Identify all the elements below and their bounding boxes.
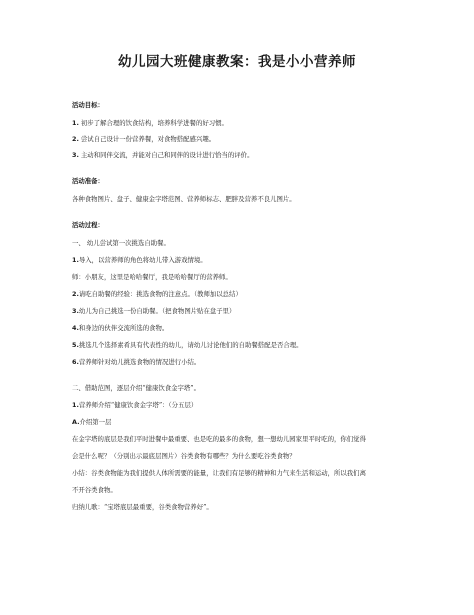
summary-line: 小结：谷类食物能为我们提供人体所需要的能量，让我们有足够的精神和力气来生活和运动，所以我们离 xyxy=(72,469,366,477)
process-step xyxy=(72,340,412,350)
page-title: 幼儿园大班健康教案：我是小小营养师 xyxy=(118,54,356,70)
summary-line: 不开谷类食物。 xyxy=(72,486,117,494)
sub-text: 营养师介绍“健康饮食金字塔”：（分五层） xyxy=(78,401,198,409)
step-number: 2. xyxy=(72,290,79,298)
part2-subA xyxy=(72,417,412,427)
sub-letter: A. xyxy=(72,418,80,426)
step-number: 3. xyxy=(72,307,79,315)
part2-sub1 xyxy=(72,400,412,410)
prep-text: 各种食物图片、盘子、健康金字塔范图、营养师标志、肥胖及营养不良儿图片。 xyxy=(72,195,296,203)
process-step xyxy=(72,255,412,265)
step-text: 导入，以营养师的角色将幼儿带入游戏情境。 xyxy=(78,256,207,264)
goal-item xyxy=(72,150,412,160)
step-text: 师：小朋友，这里是哈哈餐厅，我是哈哈餐厅的营养师。 xyxy=(72,273,232,281)
process-step xyxy=(72,323,412,333)
sub-number: 1. xyxy=(72,401,79,409)
goal-number: 1. xyxy=(72,119,79,127)
process-step xyxy=(72,289,412,299)
step-text: 和身边的伙伴交流所选的食物。 xyxy=(78,324,169,332)
goals-heading: 活动目标： xyxy=(72,101,104,109)
goal-item xyxy=(72,118,412,128)
goal-text: 尝试自己设计一份营养餐，对食物搭配感兴趣。 xyxy=(80,135,216,143)
goal-item xyxy=(72,134,412,144)
goal-number: 3. xyxy=(72,151,79,159)
process-step xyxy=(72,357,412,367)
step-number: 1. xyxy=(72,256,79,264)
part1-title: 一、 幼儿尝试第一次挑选自助餐。 xyxy=(72,239,170,247)
rhyme-line: 归纳儿歌：“宝塔底层最重要，谷类食物营养好”。 xyxy=(72,503,213,511)
paragraph-line: 在金字塔的底层是我们平时进餐中最重要、也是吃的最多的食物，想一想幼儿园家里平时吃的，你们觉得 xyxy=(72,435,366,443)
step-text: 挑选几个选择素肴具有代表性的幼儿，请幼儿讨论他们的自助餐搭配是否合理。 xyxy=(78,341,303,349)
process-step xyxy=(72,306,412,316)
part2-title: 二、借助范图，逐层介绍“健康饮食金字塔”。 xyxy=(72,384,200,392)
goal-number: 2. xyxy=(72,135,79,143)
paragraph-line: 会是什么呢？（分别出示最底层图片）谷类食物有哪些？为什么要吃谷类食物？ xyxy=(72,452,296,460)
sub-text: 介绍第一层 xyxy=(79,418,112,426)
process-step xyxy=(72,272,412,282)
prep-heading: 活动准备： xyxy=(72,177,104,185)
step-number: 6. xyxy=(72,358,79,366)
step-number: 5. xyxy=(72,341,79,349)
step-text: 幼儿为自己挑选一份自助餐。（把食物图片贴在盘子里） xyxy=(78,307,236,315)
goal-text: 主动和同伴交流，并能对自己和同伴的设计进行恰当的评价。 xyxy=(80,151,254,159)
step-text: 营养师针对幼儿挑选食物的情况进行小结。 xyxy=(78,358,201,366)
step-number: 4. xyxy=(72,324,79,332)
step-text: 请吃自助餐的经验：挑选食物的注意点。（教师加以总结） xyxy=(78,290,242,298)
goal-text: 初步了解合理的饮食结构，培养科学进餐的好习惯。 xyxy=(80,119,228,127)
process-heading: 活动过程： xyxy=(72,221,104,229)
